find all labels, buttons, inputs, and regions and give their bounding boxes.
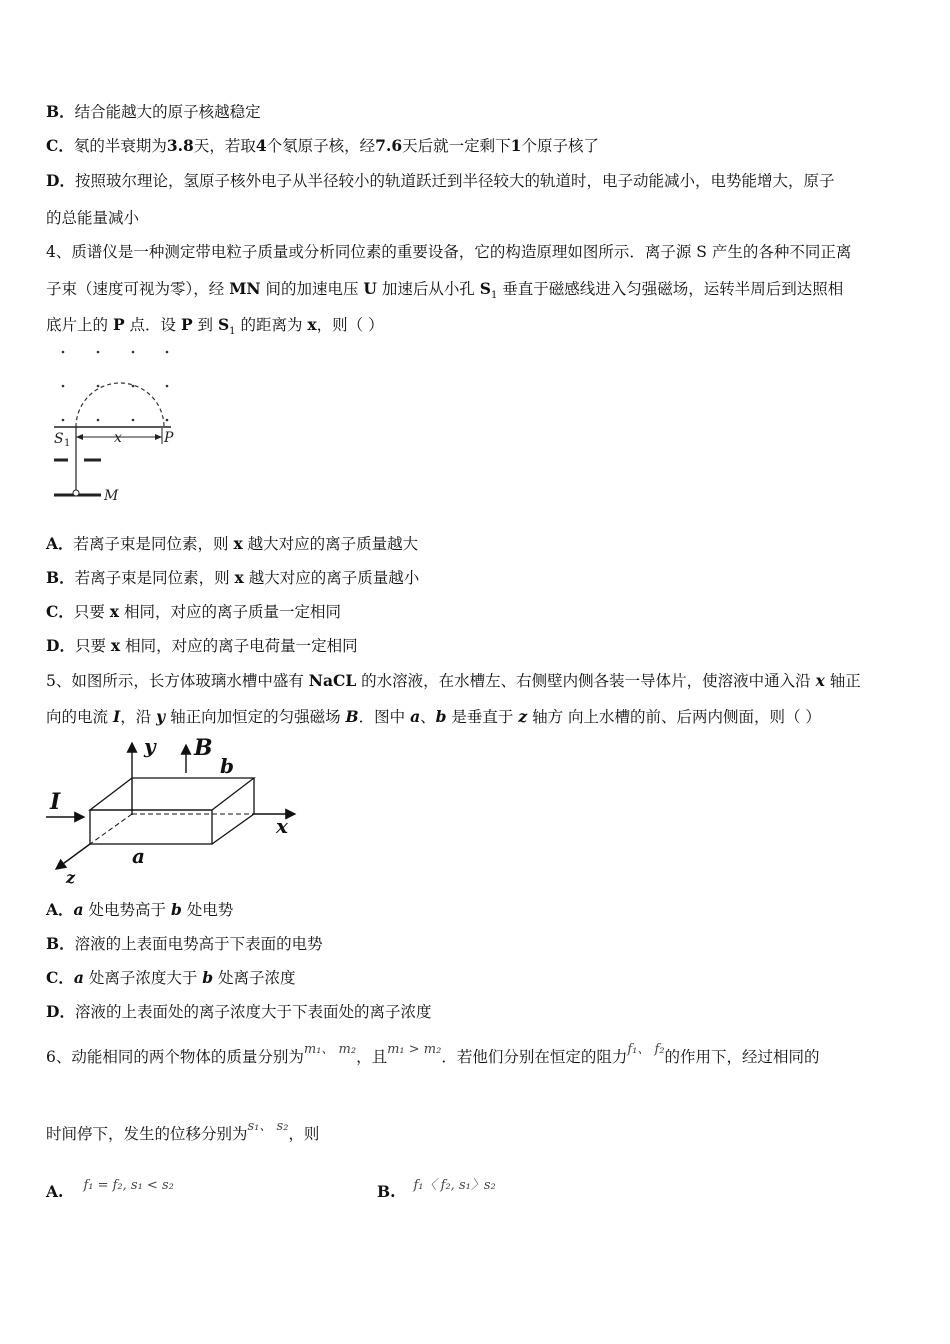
arrow-left-icon	[76, 434, 83, 440]
q5-option-a	[46, 900, 233, 920]
t: ，则	[288, 1125, 320, 1143]
t: ，且	[356, 1048, 388, 1066]
option-text: 按照玻尔理论，氢原子核外电子从半径较小的轨道跃迁到半径较大的轨道时，电子动能减小，电势能增大，原子	[74, 172, 835, 190]
t: 点．设	[124, 316, 181, 334]
t: S	[217, 315, 230, 334]
t: 处离子浓度大于	[83, 969, 203, 987]
option-letter: B．	[46, 102, 75, 121]
q4-stem-line1	[46, 242, 851, 262]
t: 1	[490, 290, 498, 302]
q6-stem-line2	[46, 1119, 320, 1146]
t: 溶液的上表面处的离子浓度大于下表面处的离子浓度	[74, 1003, 432, 1021]
t: ．若他们分别在恒定的阻力	[441, 1048, 628, 1066]
option-letter: D．	[46, 636, 75, 655]
label-x: x	[276, 814, 288, 838]
box-right-bottom-edge	[212, 814, 254, 844]
t: NaCL	[308, 671, 357, 690]
hidden-edge	[90, 814, 132, 844]
box-top	[90, 778, 254, 810]
ion-source	[73, 490, 79, 496]
label-B: B	[194, 735, 213, 761]
text: 个原子核了	[521, 137, 599, 155]
num: 7.6	[375, 136, 403, 155]
text: 天，若取	[193, 137, 256, 155]
mass-spectrometer-figure	[46, 340, 196, 505]
label-z: z	[66, 868, 76, 885]
option-letter: D．	[46, 1002, 75, 1021]
option-letter: C．	[46, 136, 74, 155]
t: 1	[229, 326, 236, 338]
t: 相同，对应的离子质量一定相同	[119, 603, 341, 621]
t: P	[112, 315, 125, 334]
q4-option-b	[46, 568, 419, 588]
t: 的作用下，经过相同的	[664, 1048, 820, 1066]
formula: f₁〈 f₂, s₁〉s₂	[413, 1178, 496, 1193]
q5-option-c	[46, 968, 296, 988]
t: a	[410, 707, 421, 726]
q4-stem-line2	[46, 279, 843, 306]
t: 的水溶液，在水槽左、右侧壁内侧各装一导体片，使溶液中通入沿	[356, 672, 816, 690]
t: z	[518, 707, 528, 726]
t: 子束（速度可视为零），经	[46, 280, 230, 298]
t: 轴正向加恒定的匀强磁场	[165, 708, 346, 726]
t: 处电势高于	[83, 901, 171, 919]
label-a: a	[132, 844, 145, 868]
t: 5、如图所示，长方体玻璃水槽中盛有	[46, 672, 309, 690]
label-s1-sub: 1	[64, 438, 71, 449]
t: 间的加速电压	[260, 280, 364, 298]
option-text: 的总能量减小	[46, 209, 140, 227]
t: b	[170, 900, 182, 919]
option-letter: D．	[46, 171, 75, 190]
t: 只要	[74, 637, 111, 655]
t: 是垂直于	[446, 708, 519, 726]
water-tank-figure	[40, 735, 310, 885]
t: 、	[420, 708, 436, 726]
formula: f₁ = f₂, s₁ < s₂	[83, 1178, 174, 1193]
t: x	[109, 602, 120, 621]
q3-option-c	[46, 136, 599, 156]
t: P	[180, 315, 193, 334]
t: 时间停下，发生的位移分别为	[46, 1125, 248, 1143]
num: 4	[255, 136, 267, 155]
option-letter: A．	[46, 900, 74, 919]
text: 天后就一定剩下	[402, 137, 511, 155]
t: b	[202, 968, 214, 987]
t: B	[345, 707, 359, 726]
text: 个氡原子核，经	[266, 137, 376, 155]
q5-option-b	[46, 934, 323, 954]
t: ，沿	[120, 708, 157, 726]
t: 溶液的上表面电势高于下表面的电势	[74, 935, 323, 953]
t: ．图中	[358, 708, 411, 726]
option-letter: C．	[46, 968, 74, 987]
label-m: M	[104, 488, 119, 504]
t: x	[233, 534, 243, 553]
t: 加速后从小孔	[376, 280, 480, 298]
formula: s₁、 s₂	[247, 1119, 289, 1134]
q6-option-b	[377, 1178, 496, 1204]
formula: m₁ > m₂	[387, 1042, 442, 1057]
t: 处离子浓度	[213, 969, 296, 987]
num: 1	[510, 136, 522, 155]
t: 6、动能相同的两个物体的质量分别为	[46, 1048, 304, 1066]
q4-option-c	[46, 602, 341, 622]
option-letter: B.	[377, 1182, 396, 1201]
t: 越大对应的离子质量越小	[243, 569, 420, 587]
q6-stem-line1	[46, 1042, 820, 1069]
t: ，则（ ）	[316, 316, 384, 334]
t: I	[112, 707, 121, 726]
q5-option-d	[46, 1002, 431, 1022]
q5-stem-line1	[46, 671, 861, 691]
option-letter: A．	[46, 534, 74, 553]
label-b: b	[220, 754, 234, 778]
option-letter: B．	[46, 568, 75, 587]
t: 处电势	[181, 901, 234, 919]
text: 氡的半衰期为	[73, 137, 167, 155]
magnetic-field-dots	[62, 351, 169, 422]
t: 轴正	[824, 672, 861, 690]
q3-option-b	[46, 102, 261, 122]
option-letter: A.	[46, 1182, 64, 1201]
t: MN	[229, 279, 261, 298]
q3-option-d-cont	[46, 208, 139, 228]
num: 3.8	[166, 136, 194, 155]
option-letter: C．	[46, 602, 74, 621]
t: 相同，对应的离子电荷量一定相同	[120, 637, 358, 655]
q3-option-d	[46, 171, 834, 191]
label-s1: S	[54, 431, 64, 447]
formula: f₁、 f₂	[627, 1042, 665, 1057]
arrow-right-icon	[155, 434, 162, 440]
q4-option-d	[46, 636, 358, 656]
option-text: 结合能越大的原子核越稳定	[74, 103, 261, 121]
semicircle-trajectory	[76, 383, 164, 427]
t: 轴方 向上水槽的前、后两内侧面，则（ ）	[527, 708, 821, 726]
q6-option-a	[46, 1178, 174, 1204]
t: x	[815, 671, 825, 690]
option-letter: B．	[46, 934, 75, 953]
t: 若离子束是同位素，则	[73, 535, 234, 553]
t: 只要	[73, 603, 110, 621]
t: 底片上的	[46, 316, 113, 334]
t: U	[363, 279, 377, 298]
t: 垂直于磁感线进入匀强磁场，运转半周后到达照相	[497, 280, 844, 298]
t: x	[307, 315, 317, 334]
q4-option-a	[46, 534, 418, 554]
box-front	[90, 810, 212, 844]
formula: m₁、 m₂	[303, 1042, 357, 1057]
q4-stem-line3	[46, 315, 384, 342]
t: 向的电流	[46, 708, 113, 726]
t: S	[479, 279, 491, 298]
t: y	[156, 707, 166, 726]
t: x	[110, 636, 121, 655]
t: 的距离为	[235, 316, 308, 334]
q5-stem-line2	[46, 707, 821, 727]
label-p: P	[164, 430, 174, 446]
label-I: I	[50, 789, 61, 815]
label-x: x	[114, 430, 122, 446]
label-y: y	[144, 735, 156, 758]
t: 若离子束是同位素，则	[74, 569, 235, 587]
t: x	[234, 568, 244, 587]
t: b	[435, 707, 447, 726]
t: 越大对应的离子质量越大	[242, 535, 419, 553]
t: a	[73, 900, 84, 919]
stem-text: 4、质谱仪是一种测定带电粒子质量或分析同位素的重要设备，它的构造原理如图所示．离子源 S 产生的各种不同正离	[46, 243, 852, 261]
t: a	[73, 968, 84, 987]
t: 到	[192, 316, 218, 334]
z-axis	[56, 844, 90, 869]
